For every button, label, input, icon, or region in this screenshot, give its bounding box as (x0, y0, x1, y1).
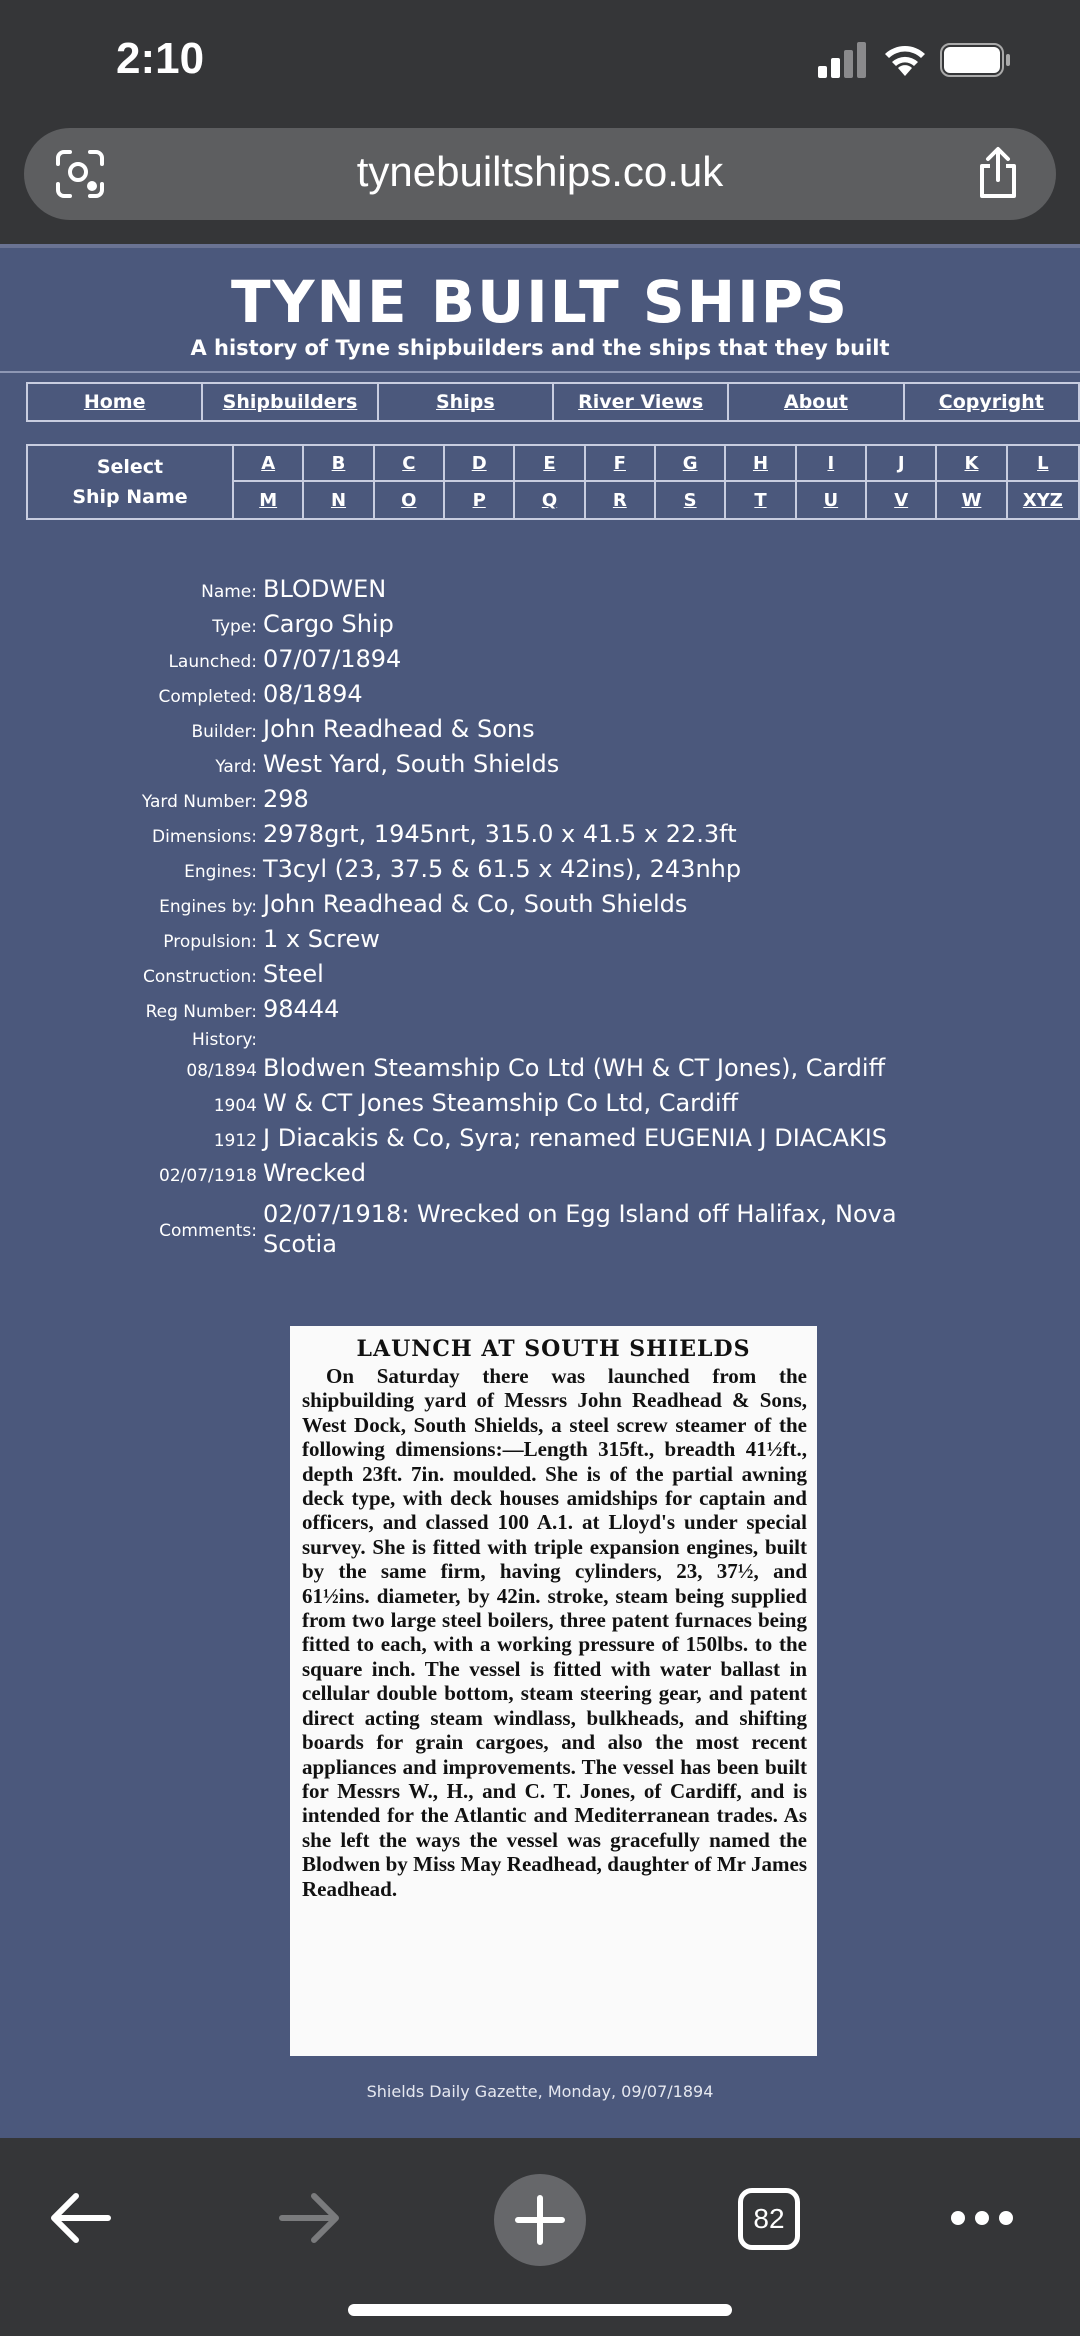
nav-home[interactable]: Home (28, 384, 203, 420)
detail-label: Dimensions: (152, 827, 257, 847)
letter-link-k[interactable]: K (937, 446, 1007, 482)
nav-about[interactable]: About (729, 384, 904, 420)
detail-label: Type: (212, 617, 257, 637)
status-time: 2:10 (116, 34, 205, 83)
detail-label: Yard Number: (141, 792, 257, 812)
letter-link-m[interactable]: M (234, 482, 304, 518)
battery-icon (940, 43, 1012, 77)
letter-link-q[interactable]: Q (515, 482, 585, 518)
letter-link-r[interactable]: R (586, 482, 656, 518)
history-text: Blodwen Steamship Co Ltd (WH & CT Jones), Cardiff (263, 1054, 886, 1082)
detail-label: Comments: (159, 1221, 257, 1241)
letter-link-p[interactable]: P (445, 482, 515, 518)
ship-name-index (26, 444, 1080, 520)
detail-value: 298 (263, 785, 309, 813)
letter-link-j[interactable]: J (867, 446, 937, 482)
detail-value: 07/07/1894 (263, 645, 402, 673)
letter-link-u[interactable]: U (797, 482, 867, 518)
url-text[interactable]: tynebuiltships.co.uk (356, 148, 724, 195)
newspaper-clipping (290, 1326, 817, 2056)
web-content (0, 244, 1080, 2138)
detail-value: BLODWEN (263, 575, 387, 603)
letter-link-w[interactable]: W (937, 482, 1007, 518)
history-text: W & CT Jones Steamship Co Ltd, Cardiff (263, 1089, 739, 1117)
letter-link-f[interactable]: F (586, 446, 656, 482)
history-date: 1904 (213, 1096, 257, 1116)
history-text: J Diacakis & Co, Syra; renamed EUGENIA J DIACAKIS (263, 1124, 888, 1152)
letter-link-d[interactable]: D (445, 446, 515, 482)
detail-label: Name: (201, 582, 257, 602)
share-icon[interactable] (974, 146, 1022, 200)
new-tab-button[interactable] (494, 2174, 586, 2266)
letter-link-v[interactable]: V (867, 482, 937, 518)
letter-link-h[interactable]: H (726, 446, 796, 482)
letter-link-n[interactable]: N (304, 482, 374, 518)
detail-value: 08/1894 (263, 680, 363, 708)
letter-link-i[interactable]: I (797, 446, 867, 482)
detail-value: T3cyl (23, 37.5 & 61.5 x 42ins), 243nhp (263, 855, 742, 883)
history-date: 08/1894 (186, 1061, 257, 1081)
detail-label: Completed: (158, 687, 257, 707)
letter-link-a[interactable]: A (234, 446, 304, 482)
nav-copyright[interactable]: Copyright (938, 391, 1044, 413)
forward-icon[interactable] (278, 2190, 344, 2246)
letter-link-c[interactable]: C (375, 446, 445, 482)
detail-value: 1 x Screw (263, 925, 380, 953)
detail-label: Engines: (184, 862, 257, 882)
clipping-headline: LAUNCH AT SOUTH SHIELDS (356, 1336, 751, 1362)
detail-label: Yard: (215, 757, 257, 777)
letter-link-o[interactable]: O (375, 482, 445, 518)
detail-value: Steel (263, 960, 324, 988)
detail-label: Launched: (168, 652, 257, 672)
detail-label: Reg Number: (145, 1002, 257, 1022)
letter-link-t[interactable]: T (726, 482, 796, 518)
address-bar[interactable] (24, 128, 1056, 220)
nav-shipbuilders[interactable]: Shipbuilders (203, 384, 378, 420)
detail-value: 98444 (263, 995, 340, 1023)
letter-link-e[interactable]: E (515, 446, 585, 482)
tabs-button[interactable]: 82 (738, 2188, 800, 2250)
detail-label: Engines by: (159, 897, 257, 917)
plus-icon (514, 2194, 566, 2246)
status-bar (0, 0, 1080, 120)
detail-value: 2978grt, 1945nrt, 315.0 x 41.5 x 22.3ft (263, 820, 737, 848)
site-subtitle: A history of Tyne shipbuilders and the ships that they built (190, 336, 890, 360)
detail-label: History: (192, 1030, 257, 1050)
nav-river-views[interactable]: River Views (554, 384, 729, 420)
select-label-line1: Select (96, 456, 164, 478)
letter-link-g[interactable]: G (656, 446, 726, 482)
select-ship-name-label (28, 446, 234, 518)
detail-label: Builder: (191, 722, 257, 742)
more-icon[interactable] (950, 2208, 1014, 2228)
detail-value: West Yard, South Shields (263, 750, 560, 778)
wifi-icon (882, 40, 928, 78)
divider (0, 371, 1080, 373)
detail-value: 02/07/1918: Wrecked on Egg Island off Halifax, Nova Scotia (263, 1200, 897, 1258)
detail-value: Cargo Ship (263, 610, 394, 638)
divider (0, 244, 1080, 248)
history-date: 1912 (213, 1131, 257, 1151)
clipping-caption: Shields Daily Gazette, Monday, 09/07/1894 (366, 2082, 714, 2101)
main-nav (26, 382, 1080, 422)
detail-value: John Readhead & Co, South Shields (263, 890, 688, 918)
letter-link-l[interactable]: L (1008, 446, 1078, 482)
select-label-line2: Ship Name (72, 486, 188, 508)
clipping-body: On Saturday there was launched from the shipbuilding yard of Messrs John Readhead & Sons, West Dock, South Shields, a steel screw steamer of the following dimensions:—Length 315ft., breadth 41½ft., depth 23ft. 7in. moulded. She is of the partial awning deck type, with deck houses amidships for captain and officers, and classed 100 A.1. at Lloyd's under special survey. She is fitted with triple expansion engines, built by the same firm, having cylinders, 23, 37½, and 61½ins. diameter, by 42in. stroke, steam being supplied from two large steel boilers, three patent furnaces being fitted to each, with a working pressure of 150lbs. to the square inch. The vessel is fitted with water ballast in cellular double bottom, steam steering gear, and patent direct acting steam windlass, bulkheads, and shifting boards for grain cargoes, and also the most recent appliances and improvements. The vessel has been built for Messrs W., H., and C. T. Jones, of Cardiff, and is intended for the Atlantic and Mediterranean trades. As she left the ways the vessel was gracefully named the Blodwen by Miss May Readhead, daughter of Mr James Readhead. (302, 1364, 807, 1901)
back-icon[interactable] (46, 2190, 112, 2246)
detail-label: Propulsion: (163, 932, 257, 952)
history-text: Wrecked (263, 1159, 366, 1187)
home-indicator (348, 2304, 732, 2316)
history-date: 02/07/1918 (159, 1166, 257, 1186)
cellular-signal-icon (818, 42, 868, 78)
detail-label: Construction: (143, 967, 257, 987)
detail-value: John Readhead & Sons (263, 715, 535, 743)
nav-ships[interactable]: Ships (379, 384, 554, 420)
site-title: TYNE BUILT SHIPS (230, 268, 850, 336)
letter-link-xyz[interactable]: XYZ (1022, 489, 1063, 511)
letter-link-s[interactable]: S (656, 482, 726, 518)
letter-link-b[interactable]: B (304, 446, 374, 482)
